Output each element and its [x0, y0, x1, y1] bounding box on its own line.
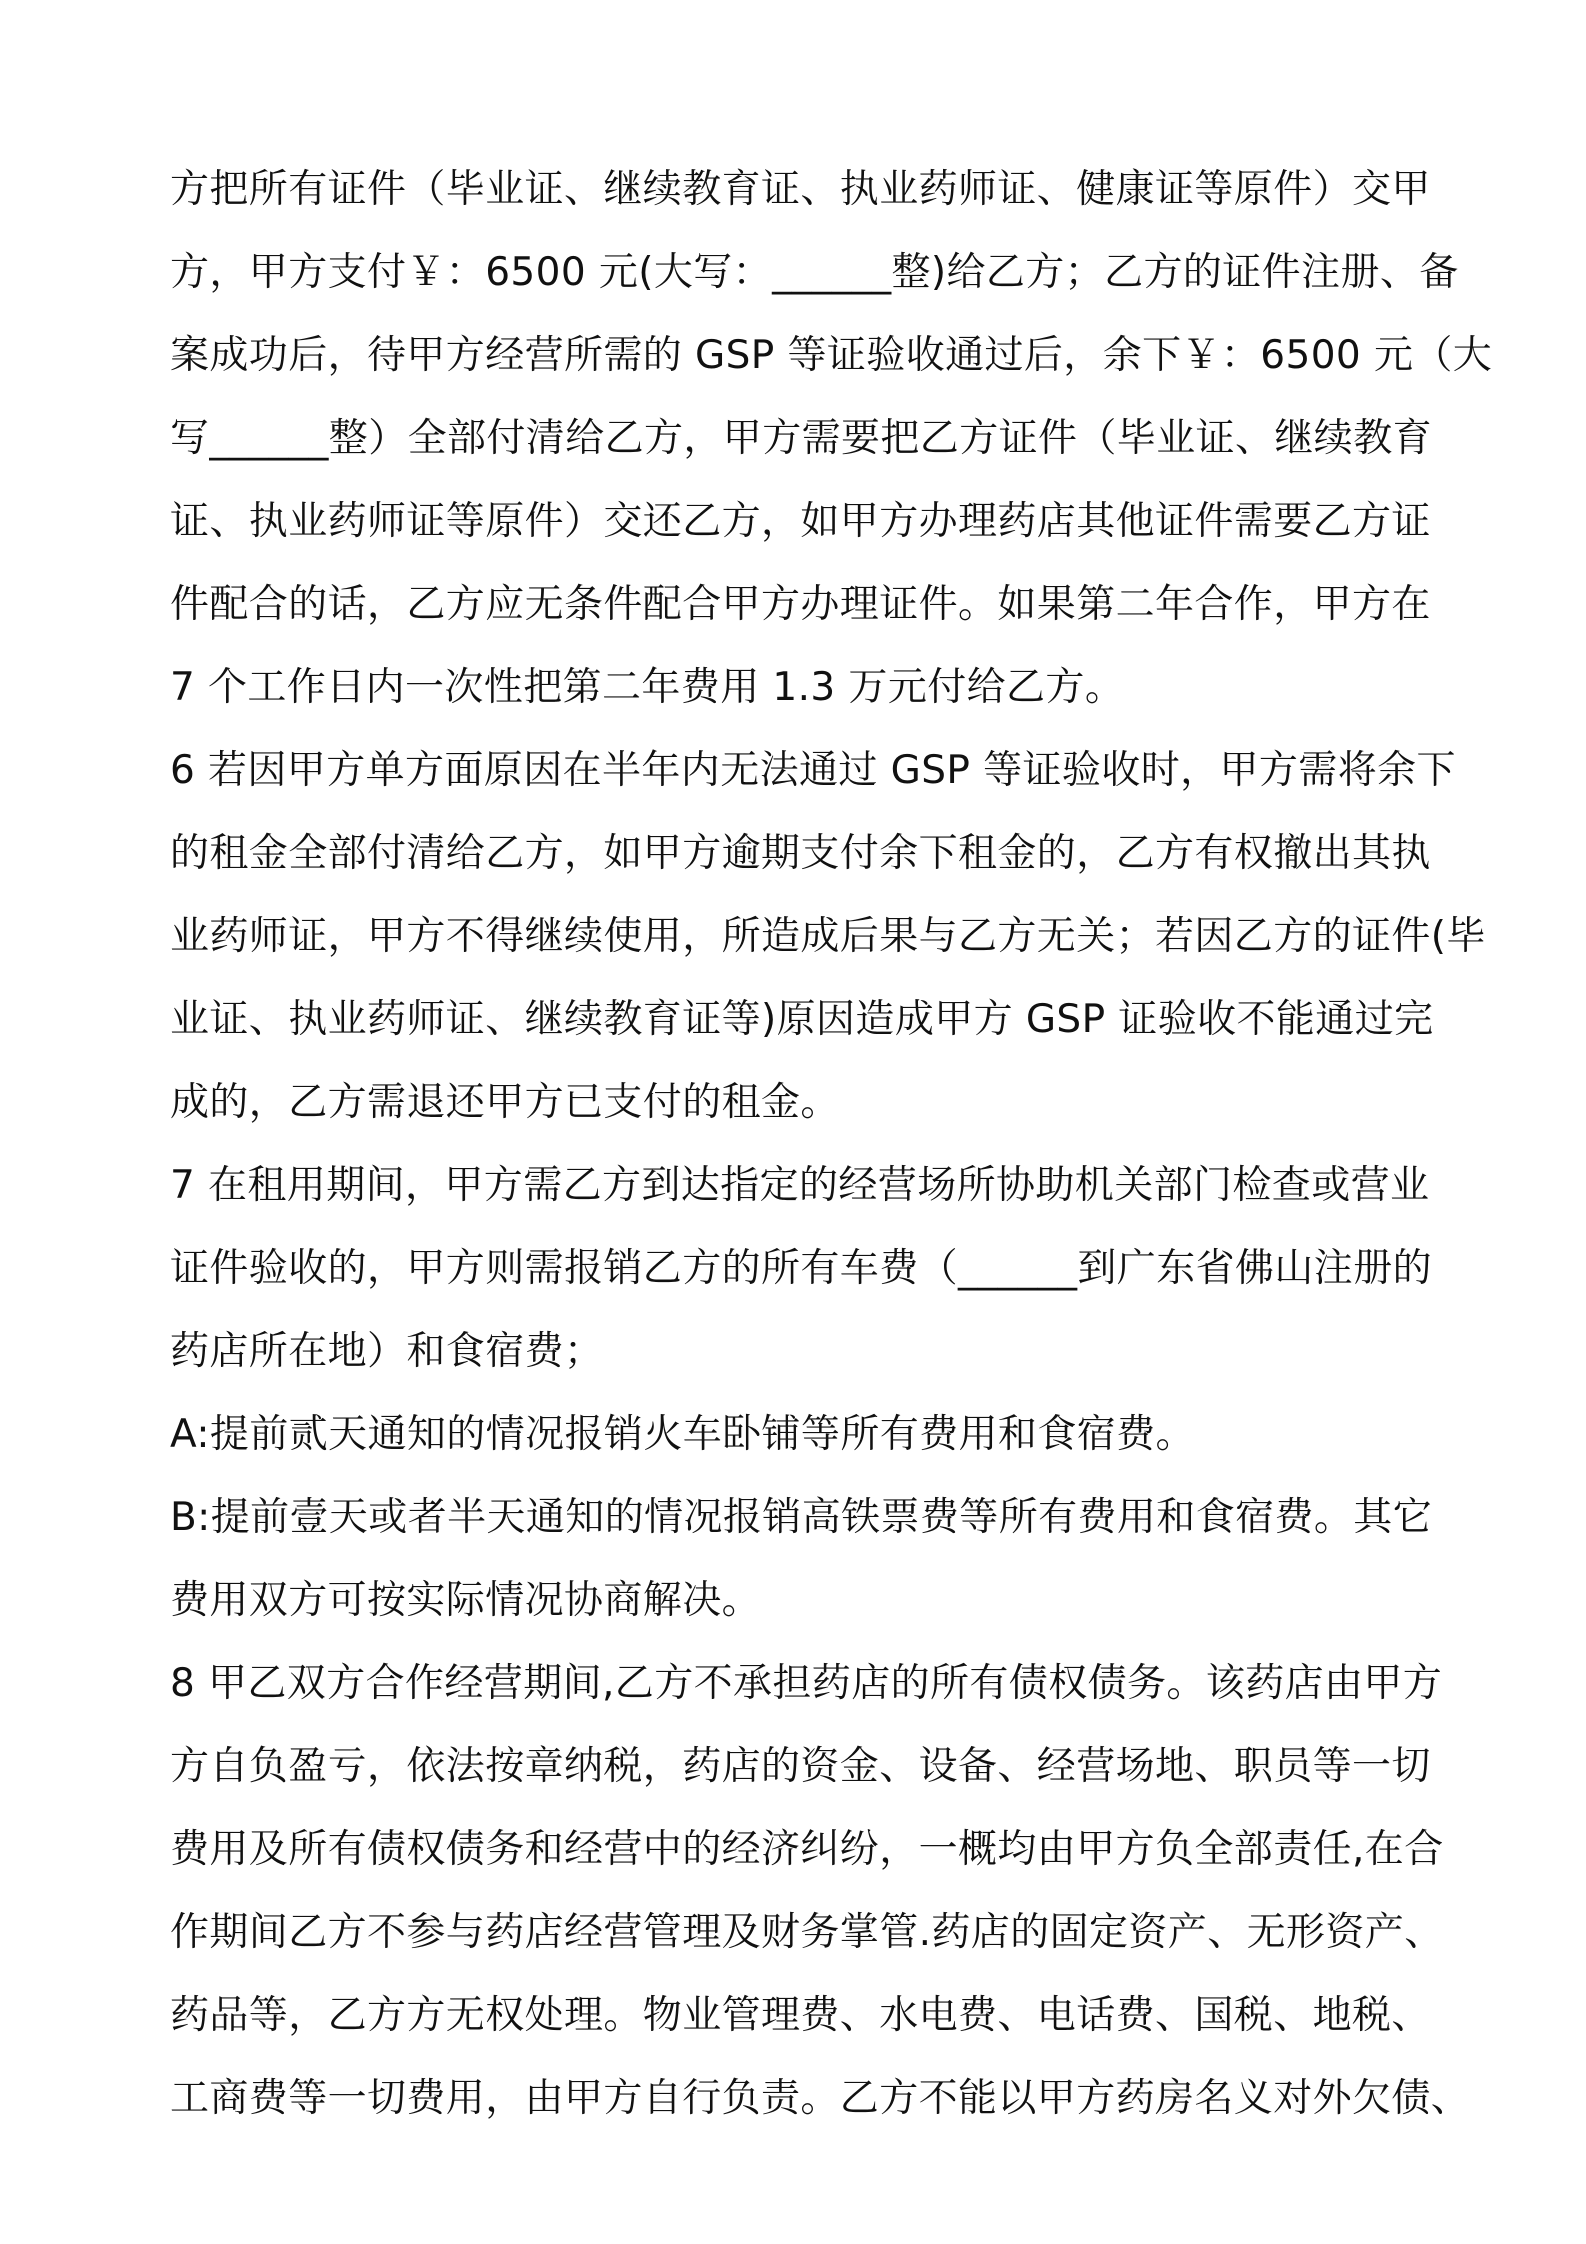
- text-line: 件配合的话，乙方应无条件配合甲方办理证件。如果第二年合作，甲方在: [170, 582, 1431, 627]
- text-line: 费用双方可按实际情况协商解决。: [170, 1578, 762, 1623]
- text-line: 方把所有证件（毕业证、继续教育证、执业药师证、健康证等原件）交甲: [170, 167, 1431, 212]
- document-body: [170, 148, 1493, 2140]
- text-line: 方自负盈亏，依法按章纳税，药店的资金、设备、经营场地、职员等一切: [170, 1744, 1431, 1789]
- text-line: 6 若因甲方单方面原因在半年内无法通过 GSP 等证验收时，甲方需将余下: [170, 748, 1456, 793]
- text-line: 案成功后，待甲方经营所需的 GSP 等证验收通过后，余下￥：6500 元（大: [170, 333, 1493, 378]
- text-line: 的租金全部付清给乙方，如甲方逾期支付余下租金的，乙方有权撤出其执: [170, 831, 1431, 876]
- text-line: 7 个工作日内一次性把第二年费用 1.3 万元付给乙方。: [170, 665, 1125, 710]
- text-line: 费用及所有债权债务和经营中的经济纠纷，一概均由甲方负全部责任,在合: [170, 1827, 1444, 1872]
- text-line: 7 在租用期间，甲方需乙方到达指定的经营场所协助机关部门检查或营业: [170, 1163, 1430, 1208]
- text-line: 工商费等一切费用，由甲方自行负责。乙方不能以甲方药房名义对外欠债、: [170, 2076, 1471, 2121]
- text-line: 证件验收的，甲方则需报销乙方的所有车费（______到广东省佛山注册的: [170, 1246, 1433, 1291]
- text-line: 业药师证，甲方不得继续使用，所造成后果与乙方无关；若因乙方的证件(毕: [170, 914, 1486, 959]
- text-line: 作期间乙方不参与药店经营管理及财务掌管.药店的固定资产、无形资产、: [170, 1910, 1444, 1955]
- text-line: A:提前贰天通知的情况报销火车卧铺等所有费用和食宿费。: [170, 1412, 1195, 1457]
- text-line: 证、执业药师证等原件）交还乙方，如甲方办理药店其他证件需要乙方证: [170, 499, 1431, 544]
- text-line: 药店所在地）和食宿费；: [170, 1329, 604, 1374]
- text-line: 成的，乙方需退还甲方已支付的租金。: [170, 1080, 840, 1125]
- text-line: 写______整）全部付清给乙方，甲方需要把乙方证件（毕业证、继续教育: [170, 416, 1433, 461]
- text-line: 药品等，乙方方无权处理。物业管理费、水电费、电话费、国税、地税、: [170, 1993, 1431, 2038]
- text-line: 8 甲乙双方合作经营期间,乙方不承担药店的所有债权债务。该药店由甲方: [170, 1661, 1443, 1706]
- text-line: 业证、执业药师证、继续教育证等)原因造成甲方 GSP 证验收不能通过完: [170, 997, 1434, 1042]
- text-line: 方，甲方支付￥：6500 元(大写：______整)给乙方；乙方的证件注册、备: [170, 250, 1459, 295]
- text-line: B:提前壹天或者半天通知的情况报销高铁票费等所有费用和食宿费。其它: [170, 1495, 1433, 1540]
